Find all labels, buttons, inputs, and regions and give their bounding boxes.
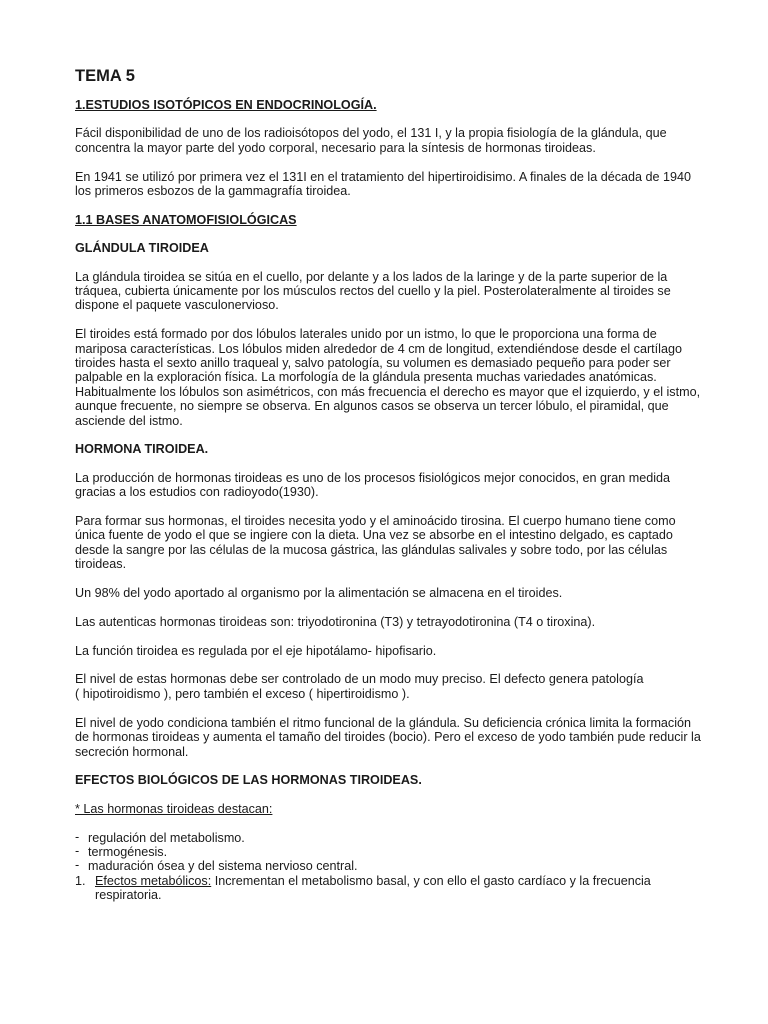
list-item: - maduración ósea y del sistema nervioso central. (75, 859, 705, 873)
list-item: - termogénesis. (75, 845, 705, 859)
heading-thyroid-gland: GLÁNDULA TIROIDEA (75, 241, 209, 256)
list-item: - regulación del metabolismo. (75, 831, 705, 845)
paragraph-gland-morphology: El tiroides está formado por dos lóbulos laterales unido por un istmo, lo que le proporciona una forma de mariposa características. Los lóbulos miden alrededor de 4 cm de longitud, extendiéndose desde el cartílago tiroides hasta el sexto anillo traqueal y, salvo patología, su volumen es demasiado pequeño para poder ser palpable en la exploración física. La morfología de la glándula presenta muchas variedades anatómicas. Habitualmente los lóbulos son asimétricos, con más frecuencia el derecho es mayor que el izquierdo, y el istmo, aunque frecuente, no siempre se observa. En algunos casos se observa un tercer lóbulo, el piramidal, que asciende del istmo. (75, 327, 701, 428)
effects-bullet-list (75, 831, 705, 874)
effects-intro: * Las hormonas tiroideas destacan: (75, 801, 273, 816)
paragraph-iodine-tyrosine: Para formar sus hormonas, el tiroides necesita yodo y el aminoácido tirosina. El cuerpo humano tiene como única fuente de yodo el que se ingiere con la dieta. Una vez se absorbe en el intestino delgado, es captado desde la sangre por las células de la mucosa gástrica, las glándulas salivales y sobre todo, por las células tiroideas. (75, 514, 676, 572)
heading-biological-effects: EFECTOS BIOLÓGICOS DE LAS HORMONAS TIROIDEAS. (75, 773, 422, 788)
paragraph-hormone-control (75, 672, 705, 701)
paragraph-hormone-production: La producción de hormonas tiroideas es uno de los procesos fisiológicos mejor conocidos, en gran medida gracias a los estudios con radioyodo(1930). (75, 470, 671, 500)
paragraph-iodine-level: El nivel de yodo condiciona también el ritmo funcional de la glándula. Su deficiencia crónica limita la formación de hormonas tiroideas y aumenta el tamaño del tiroides (bocio). Pero el exceso de yodo también pude reducir la secreción hormonal. (75, 715, 701, 759)
effects-numbered-list (75, 874, 705, 903)
numbered-item-label: Efectos metabólicos: (95, 873, 212, 888)
section-heading-isotopic-studies: 1.ESTUDIOS ISOTÓPICOS EN ENDOCRINOLOGÍA. (75, 98, 377, 112)
section-heading-anatomophysiological-bases: 1.1 BASES ANATOMOFISIOLÓGICAS (75, 212, 297, 227)
numbered-item-text: Incrementan el metabolismo basal, y con ello el gasto cardíaco y la frecuencia respiratoria. (95, 873, 651, 903)
paragraph-hormone-control-line2: ( hipotiroidismo ), pero también el exceso ( hipertiroidismo ). (75, 686, 410, 701)
paragraph-hormone-control-line1: El nivel de estas hormonas debe ser controlado de un modo muy preciso. El defecto genera patología (75, 672, 644, 687)
heading-thyroid-hormone: HORMONA TIROIDEA. (75, 442, 209, 457)
document-title: TEMA 5 (75, 67, 135, 85)
paragraph-regulation-axis: La función tiroidea es regulada por el eje hipotálamo- hipofisario. (75, 643, 437, 658)
paragraph-gland-location: La glándula tiroidea se sitúa en el cuello, por delante y a los lados de la laringe y de la parte superior de la tráquea, cubierta únicamente por los músculos rectos del cuello y la piel. Posterolateralmente al tiroides se dispone el paquete vasculonervioso. (75, 269, 671, 313)
numbered-item-metabolic-effects (75, 874, 705, 903)
document-page (75, 66, 705, 903)
paragraph-iodine-storage: Un 98% del yodo aportado al organismo por la alimentación se almacena en el tiroides. (75, 586, 563, 601)
paragraph-radioisotopes: Fácil disponibilidad de uno de los radioisótopos del yodo, el 131 I, y la propia fisiología de la glándula, que concentra la mayor parte del yodo corporal, necesario para la síntesis de hormonas tiroideas. (75, 126, 667, 155)
list-number: 1. (75, 873, 86, 888)
paragraph-authentic-hormones: Las autenticas hormonas tiroideas son: triyodotironina (T3) y tetrayodotironina (T4 o tiroxina). (75, 614, 596, 629)
paragraph-history: En 1941 se utilizó por primera vez el 131I en el tratamiento del hipertiroidisimo. A finales de la década de 1940 los primeros esbozos de la gammagrafía tiroidea. (75, 169, 692, 199)
